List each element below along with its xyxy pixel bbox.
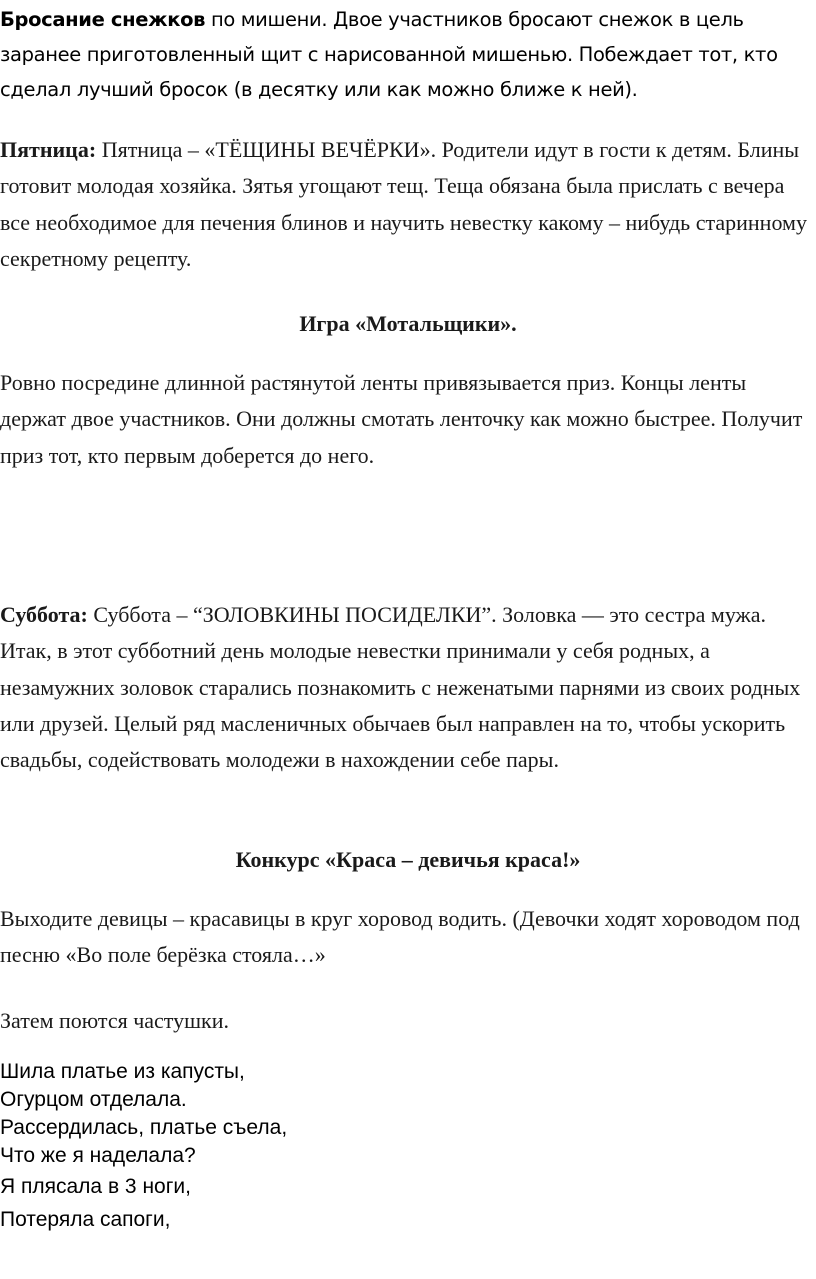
snowball-paragraph	[0, 2, 816, 107]
saturday-paragraph	[0, 597, 816, 778]
friday-heading: Пятница:	[0, 137, 97, 162]
poem-line: Шила платье из капусты,	[0, 1060, 245, 1083]
saturday-text: Суббота – “ЗОЛОВКИНЫ ПОСИДЕЛКИ”. Золовка — это сестра мужа. Итак, в этот субботний день молодые невестки принимали у себя родных, а незамужних золовок старались познакомить с неженатыми парнями из своих родных или друзей. Целый ряд масленичных обычаев был направлен на то, чтобы ускорить свадьбы, содействовать молодежи в нахождении себе пары.	[0, 602, 801, 773]
poem-line: Что же я наделала?	[0, 1144, 196, 1167]
contest-title: Конкурс «Краса – девичья краса!»	[235, 847, 581, 872]
poem-line: Я плясала в 3 ноги,	[0, 1175, 191, 1198]
snowball-text: по мишени. Двое участников бросают снежок в цель заранее приготовленный щит с нарисованной мишенью. Побеждает тот, кто сделал лучший бросок (в десятку или как можно ближе к ней).	[0, 8, 778, 101]
contest-paragraph: Выходите девицы – красавицы в круг хоровод водить. (Девочки ходят хороводом под песню «Во поле берёзка стояла…»	[0, 906, 800, 968]
poem-line: Рассердилась, платье съела,	[0, 1116, 288, 1139]
game-paragraph: Ровно посредине длинной растянутой ленты привязывается приз. Концы ленты держат двое участников. Они должны смотать ленточку как можно быстрее. Получит приз тот, кто первым доберется до него.	[0, 370, 803, 468]
saturday-heading: Суббота:	[0, 602, 88, 627]
snowball-heading: Бросание снежков	[0, 8, 206, 31]
ditty-poem	[0, 1058, 816, 1234]
poem-line: Огурцом отделала.	[0, 1088, 187, 1111]
ditties-intro: Затем поются частушки.	[0, 1008, 230, 1033]
friday-paragraph	[0, 132, 816, 277]
poem-line: Потеряла сапоги,	[0, 1208, 171, 1231]
game-title: Игра «Мотальщики».	[299, 311, 517, 336]
friday-text: Пятница – «ТЁЩИНЫ ВЕЧЁРКИ». Родители идут в гости к детям. Блины готовит молодая хозяйка. Зятья угощают тещ. Теща обязана была прислать с вечера все необходимое для печения блинов и научить невестку какому – нибудь старинному секретному рецепту.	[0, 137, 807, 271]
